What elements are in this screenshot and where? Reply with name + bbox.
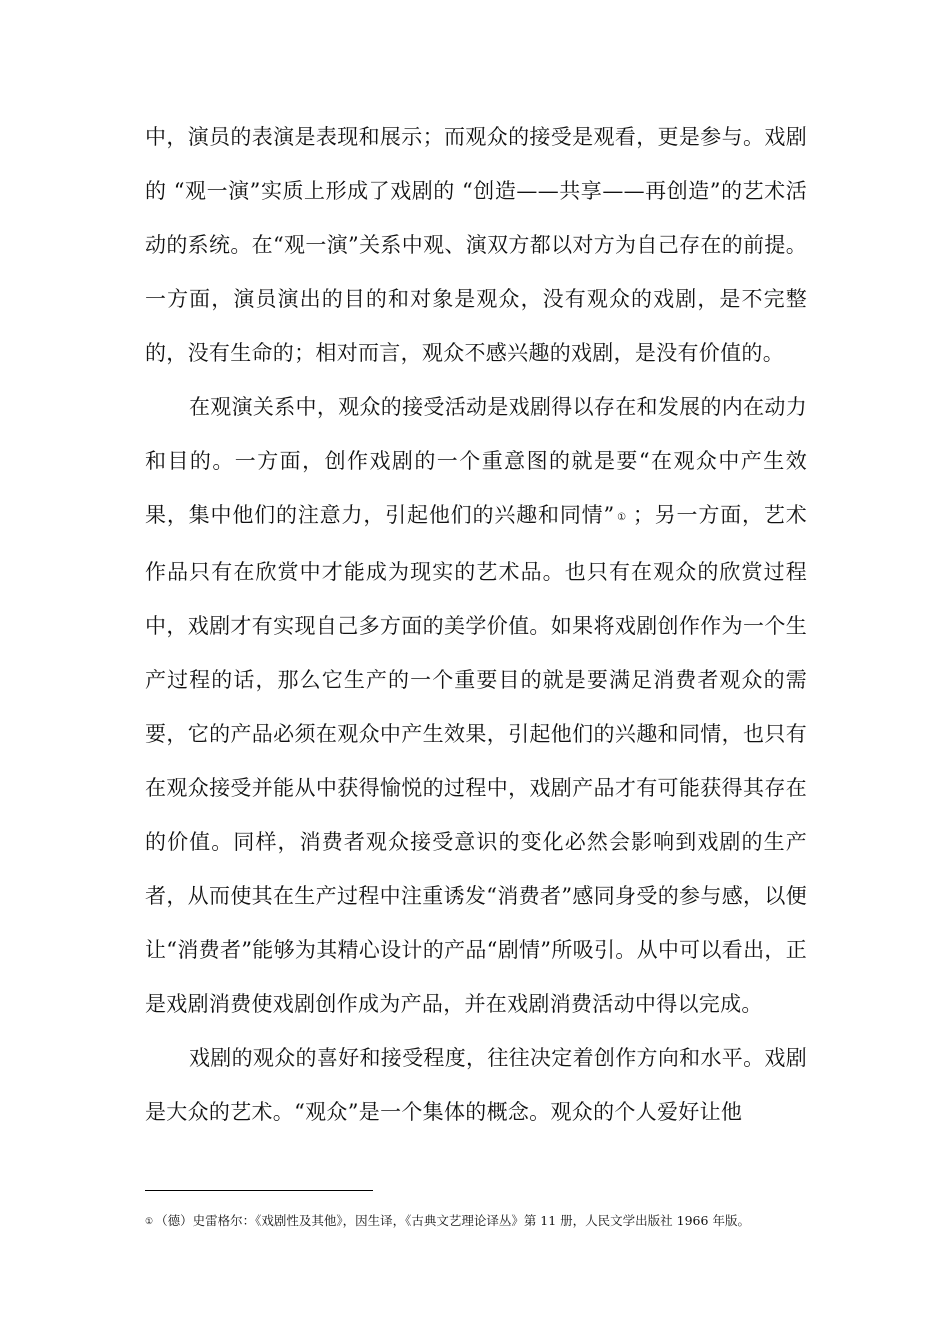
body-text (145, 110, 807, 1139)
footnote (145, 1212, 815, 1231)
paragraph-audience-reception (145, 380, 807, 1031)
footnote-mark: ① (145, 1217, 154, 1227)
paragraph-audience-preference: 戏剧的观众的喜好和接受程度，往往决定着创作方向和水平。戏剧是大众的艺术。“观众”是一个集体的概念。观众的个人爱好让他 (145, 1046, 807, 1124)
footnote-divider (145, 1190, 373, 1191)
paragraph-text-before-note: 在观演关系中，观众的接受活动是戏剧得以存在和发展的内在动力和目的。一方面，创作戏剧的一个重意图的就是要“在观众中产生效果，集中他们的注意力，引起他们的兴趣和同情” (145, 395, 807, 527)
paragraph-text-after-note: ；另一方面，艺术作品只有在欣赏中才能成为现实的艺术品。也只有在观众的欣赏过程中，戏剧才有实现自己多方面的美学价值。如果将戏剧创作作为一个生产过程的话，那么它生产的一个重要目的就是要满足消费者观众的需要，它的产品必须在观众中产生效果，引起他们的兴趣和同情，也只有在观众接受并能从中获得愉悦的过程中，戏剧产品才有可能获得其存在的价值。同样，消费者观众接受意识的变化必然会影响到戏剧的生产者，从而使其在生产过程中注重诱发“消费者”感同身受的参与感，以便让“消费者”能够为其精心设计的产品“剧情”所吸引。从中可以看出，正是戏剧消费使戏剧创作成为产品，并在戏剧消费活动中得以完成。 (145, 503, 808, 1016)
footnote-reference-mark[interactable]: ① (616, 512, 627, 523)
paragraph-continuation: 中，演员的表演是表现和展示；而观众的接受是观看，更是参与。戏剧的 “观一演”实质上形成了戏剧的 “创造——共享——再创造”的艺术活动的系统。在“观一演”关系中观、演双方都以对方为自己存在的前提。一方面，演员演出的目的和对象是观众，没有观众的戏剧，是不完整的，没有生命的；相对而言，观众不感兴趣的戏剧，是没有价值的。 (145, 125, 807, 365)
footnote-text: （德）史雷格尔：《戏剧性及其他》，因生译，《古典文艺理论译丛》第 11 册，人民文学出版社 1966 年版。 (155, 1213, 750, 1228)
